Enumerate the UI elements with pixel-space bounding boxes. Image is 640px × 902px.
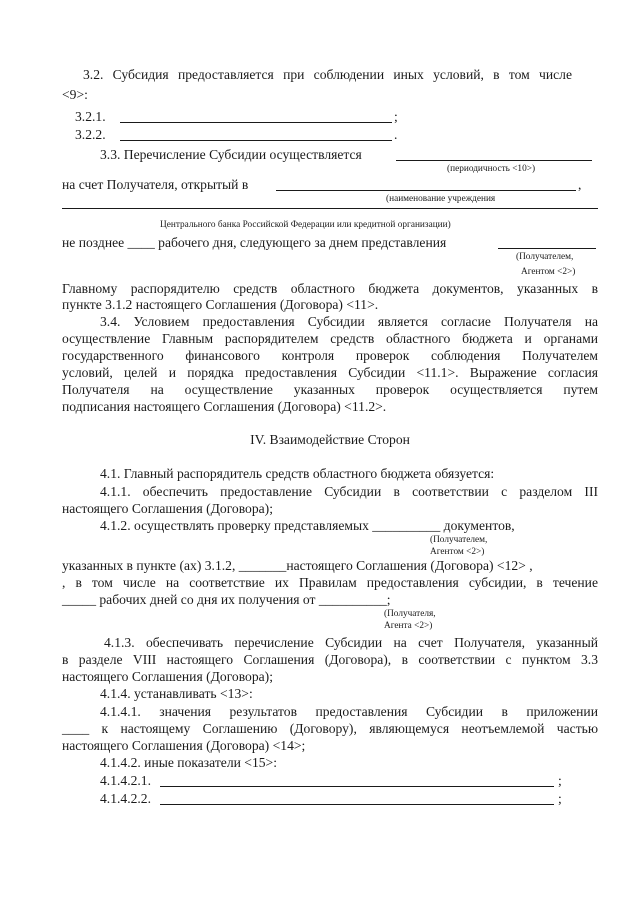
item-4-1-4-2-2-end: ; [558, 791, 562, 806]
item-4-1-4-2-2-blank[interactable] [160, 804, 554, 805]
institution-hint-2: Центрального банка Российской Федерации или кредитной организации) [160, 220, 451, 230]
para-4-1-line-1: 4.1. Главный распорядитель средств областного бюджета обязуется: [100, 466, 495, 481]
item-3-2-1-end: ; [394, 109, 398, 124]
recipient-hint-3: (Получателем, [430, 535, 488, 545]
institution-blank[interactable] [276, 190, 576, 191]
item-3-2-2-label: 3.2.2. [75, 127, 106, 142]
para-3-4-line-4: условий, целей и порядка предоставления Субсидии <11.1>. Выражение согласия [62, 365, 598, 380]
para-4-1-1-line-1: 4.1.1. обеспечить предоставление Субсидии в соответствии с разделом III [100, 484, 598, 499]
para-3-3-line-2-end: , [578, 177, 582, 192]
para-3-3-line-3: не позднее ____ рабочего дня, следующего за днем представления [62, 235, 447, 250]
item-4-1-4-2-1-label: 4.1.4.2.1. [100, 773, 151, 788]
para-4-1-3-line-1: 4.1.3. обеспечивать перечисление Субсидии на счет Получателя, указанный [104, 635, 598, 650]
para-3-3-line-2: на счет Получателя, открытый в [62, 177, 249, 192]
para-4-1-3-line-3: настоящего Соглашения (Договора); [62, 669, 273, 684]
recipient-hint-2: Агентом <2>) [521, 267, 576, 277]
recipient-hint-5: (Получателя, [384, 609, 436, 619]
para-4-1-1-line-2: настоящего Соглашения (Договора); [62, 501, 273, 516]
para-3-4-line-5: Получателя на осуществление указанных проверок осуществляется путем [62, 382, 598, 397]
para-4-1-4: 4.1.4. устанавливать <13>: [100, 686, 253, 701]
para-4-1-4-2: 4.1.4.2. иные показатели <15>: [100, 755, 277, 770]
para-4-1-3-line-2: в разделе VIII настоящего Соглашения (Договора), в соответствии с пунктом 3.3 [62, 652, 598, 667]
para-4-1-4-1-line-2: ____ к настоящему Соглашению (Договору), являющемуся неотъемлемой частью [62, 721, 598, 736]
recipient-hint-4: Агентом <2>) [430, 547, 485, 557]
para-4-1-4-1-line-3: настоящего Соглашения (Договора) <14>; [62, 738, 306, 753]
section-title: IV. Взаимодействие Сторон [250, 432, 410, 447]
para-3-4-line-3: государственного финансового контроля проверок соблюдения Получателем [62, 348, 598, 363]
para-4-1-2-line-3: , в том числе на соответствие их Правилам предоставления субсидии, в течение [62, 575, 598, 590]
recipient-hint-6: Агента <2>) [384, 621, 433, 631]
para-3-4-line-1: 3.4. Условием предоставления Субсидии является согласие Получателя на [100, 314, 598, 329]
item-3-2-1-label: 3.2.1. [75, 109, 106, 124]
item-3-2-2-blank[interactable] [120, 140, 392, 141]
periodicity-hint: (периодичность <10>) [447, 164, 536, 174]
institution-blank-2[interactable] [62, 208, 598, 209]
item-4-1-4-2-1-blank[interactable] [160, 786, 554, 787]
periodicity-blank[interactable] [396, 160, 592, 161]
recipient-blank[interactable] [498, 248, 596, 249]
para-3-4-line-6: подписания настоящего Соглашения (Договора) <11.2>. [62, 399, 387, 414]
para-3-4-line-2: осуществление Главным распорядителем средств областного бюджета и органами [62, 331, 598, 346]
item-4-1-4-2-2-label: 4.1.4.2.2. [100, 791, 151, 806]
para-3-2-line-1: 3.2. Субсидия предоставляется при соблюдении иных условий, в том числе [83, 67, 572, 82]
para-3-3-line-5: пункте 3.1.2 настоящего Соглашения (Договора) <11>. [62, 297, 379, 312]
item-3-2-2-end: . [394, 127, 398, 142]
institution-hint-1: (наименование учреждения [386, 194, 496, 204]
item-3-2-1-blank[interactable] [120, 122, 392, 123]
para-3-2-line-2: <9>: [62, 87, 88, 102]
para-4-1-2-line-2: указанных в пункте (ах) 3.1.2, _______настоящего Соглашения (Договора) <12> , [62, 558, 533, 573]
para-3-3-line-1: 3.3. Перечисление Субсидии осуществляется [100, 147, 362, 162]
para-3-3-line-4: Главному распорядителю средств областного бюджета документов, указанных в [62, 281, 598, 296]
para-4-1-2-line-4: _____ рабочих дней со дня их получения от __________; [62, 592, 391, 607]
para-4-1-2-line-1: 4.1.2. осуществлять проверку представляемых __________ документов, [100, 518, 515, 533]
item-4-1-4-2-1-end: ; [558, 773, 562, 788]
recipient-hint-1: (Получателем, [516, 252, 574, 262]
para-4-1-4-1-line-1: 4.1.4.1. значения результатов предоставления Субсидии в приложении [100, 704, 598, 719]
